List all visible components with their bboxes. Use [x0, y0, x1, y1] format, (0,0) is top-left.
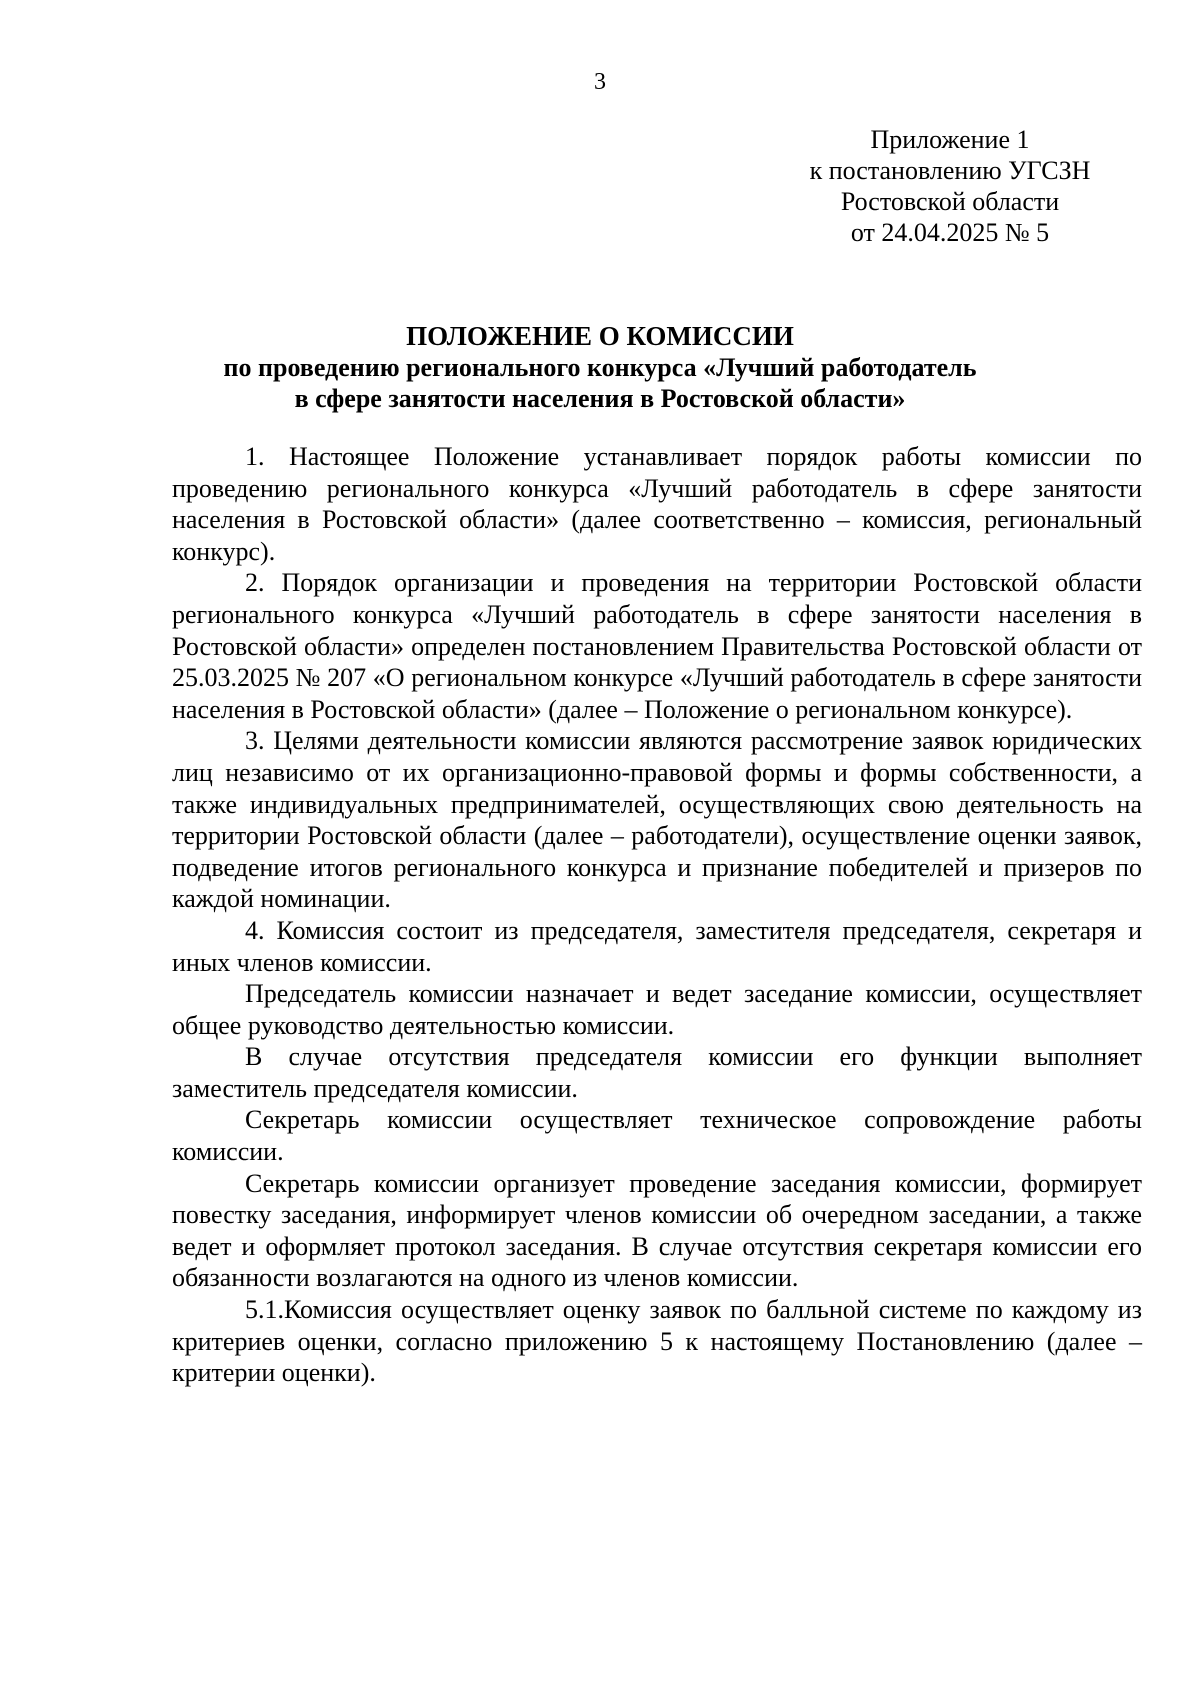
document-body [172, 441, 1142, 1389]
paragraph: В случае отсутствия председателя комиссии его функции выполняет заместитель председателя комиссии. [172, 1042, 1142, 1103]
appendix-header [790, 124, 1110, 248]
paragraph: 5.1.Комиссия осуществляет оценку заявок по балльной системе по каждому из критериев оценки, согласно приложению 5 к настоящему Постановлению (далее – критерии оценки). [172, 1295, 1142, 1388]
paragraph: Секретарь комиссии организует проведение заседания комиссии, формирует повестку заседания, информирует членов комиссии об очередном заседании, а также ведет и оформляет протокол заседания. В случае отсутствия секретаря комиссии его обязанности возлагаются на одного из членов комиссии. [172, 1168, 1142, 1293]
appendix-line: от 24.04.2025 № 5 [850, 218, 1050, 247]
paragraph: Председатель комиссии назначает и ведет заседание комиссии, осуществляет общее руководство деятельностью комиссии. [172, 979, 1142, 1040]
page-number: 3 [594, 69, 606, 95]
appendix-line: к постановлению УГСЗН [809, 156, 1091, 185]
appendix-line: Приложение 1 [870, 125, 1030, 154]
document-title [160, 321, 1040, 414]
paragraph: Секретарь комиссии осуществляет техническое сопровождение работы комиссии. [172, 1105, 1142, 1167]
title-subtitle-line: в сфере занятости населения в Ростовской области» [294, 384, 906, 413]
paragraph: 3. Целями деятельности комиссии являются рассмотрение заявок юридических лиц независимо от их организационно-правовой формы и формы собственности, а также индивидуальных предпринимателей, осуществляющих свою деятельность на территории Ростовской области (далее – работодатели), осуществление оценки заявок, подведение итогов регионального конкурса и признание победителей и призеров по каждой номинации. [172, 726, 1142, 914]
paragraph: 4. Комиссия состоит из председателя, заместителя председателя, секретаря и иных членов комиссии. [172, 915, 1142, 977]
title-main: ПОЛОЖЕНИЕ О КОМИССИИ [406, 321, 794, 351]
paragraph: 1. Настоящее Положение устанавливает порядок работы комиссии по проведению регионального конкурса «Лучший работодатель в сфере занятости населения в Ростовской области» (далее соответственно – комиссия, региональный конкурс). [172, 442, 1142, 566]
title-subtitle-line: по проведению регионального конкурса «Лучший работодатель [223, 353, 977, 382]
paragraph: 2. Порядок организации и проведения на территории Ростовской области регионального конкурса «Лучший работодатель в сфере занятости населения в Ростовской области» определен постановлением Правительства Ростовской области от 25.03.2025 № 207 «О региональном конкурсе «Лучший работодатель в сфере занятости населения в Ростовской области» (далее – Положение о региональном конкурсе). [172, 568, 1142, 724]
appendix-line: Ростовской области [840, 187, 1060, 216]
